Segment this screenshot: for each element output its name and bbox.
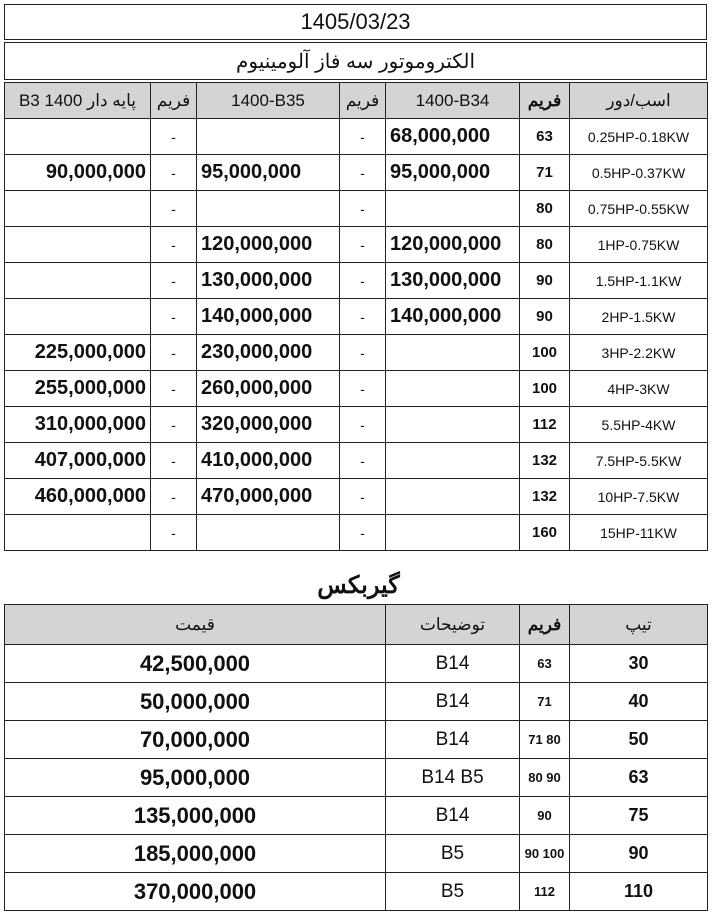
b3-frame-cell: - (151, 263, 197, 299)
gear-frame-cell: 90 (520, 797, 570, 835)
b3-frame-cell: - (151, 407, 197, 443)
b35-price-cell: 320,000,000 (197, 407, 340, 443)
b3-price-cell (5, 227, 151, 263)
power-cell: 0.75HP-0.55KW (570, 191, 708, 227)
date-text: 1405/03/23 (300, 9, 411, 34)
power-cell: 15HP-11KW (570, 515, 708, 551)
header-type: تیپ (570, 605, 708, 645)
b3-frame-cell: - (151, 371, 197, 407)
gear-price-cell: 185,000,000 (5, 835, 386, 873)
gear-desc-cell: B5 (386, 835, 520, 873)
frame-cell: 63 (520, 119, 570, 155)
power-cell: 1.5HP-1.1KW (570, 263, 708, 299)
b3-frame-cell: - (151, 227, 197, 263)
power-cell: 10HP-7.5KW (570, 479, 708, 515)
frame-cell: 90 (520, 263, 570, 299)
b35-price-cell: 230,000,000 (197, 335, 340, 371)
b34-price-cell: 120,000,000 (386, 227, 520, 263)
b35-frame-cell: - (340, 335, 386, 371)
b3-price-cell (5, 263, 151, 299)
b3-price-cell: 225,000,000 (5, 335, 151, 371)
gearbox-price-table (4, 604, 708, 911)
motor-row (5, 479, 708, 515)
b34-price-cell (386, 407, 520, 443)
gear-desc-cell: B14 B5 (386, 759, 520, 797)
gear-row (5, 759, 708, 797)
frame-cell: 132 (520, 443, 570, 479)
b3-frame-cell: - (151, 335, 197, 371)
b35-price-cell (197, 515, 340, 551)
b35-frame-cell: - (340, 227, 386, 263)
header-gear-frame: فریم (520, 605, 570, 645)
gear-header-row (5, 605, 708, 645)
b35-frame-cell: - (340, 155, 386, 191)
motor-row (5, 335, 708, 371)
frame-cell: 132 (520, 479, 570, 515)
b35-frame-cell: - (340, 263, 386, 299)
gear-desc-cell: B14 (386, 683, 520, 721)
b34-price-cell (386, 191, 520, 227)
motor-row (5, 407, 708, 443)
motor-row (5, 227, 708, 263)
motor-row (5, 515, 708, 551)
b35-frame-cell: - (340, 371, 386, 407)
b34-price-cell (386, 479, 520, 515)
b35-price-cell: 410,000,000 (197, 443, 340, 479)
b3-price-cell (5, 191, 151, 227)
motor-row (5, 443, 708, 479)
header-desc: توضیحات (386, 605, 520, 645)
header-power: اسب/دور (570, 83, 708, 119)
gear-price-cell: 95,000,000 (5, 759, 386, 797)
power-cell: 3HP-2.2KW (570, 335, 708, 371)
frame-cell: 90 (520, 299, 570, 335)
b35-price-cell: 130,000,000 (197, 263, 340, 299)
b3-price-cell (5, 299, 151, 335)
b3-price-cell: 460,000,000 (5, 479, 151, 515)
b35-price-cell: 120,000,000 (197, 227, 340, 263)
header-frame-a: فریم (151, 83, 197, 119)
b35-frame-cell: - (340, 515, 386, 551)
b3-frame-cell: - (151, 515, 197, 551)
gear-price-cell: 50,000,000 (5, 683, 386, 721)
frame-cell: 80 (520, 191, 570, 227)
gear-price-cell: 42,500,000 (5, 645, 386, 683)
b34-price-cell: 140,000,000 (386, 299, 520, 335)
gear-row (5, 873, 708, 911)
gear-frame-cell: 112 (520, 873, 570, 911)
b35-price-cell: 260,000,000 (197, 371, 340, 407)
b34-price-cell (386, 335, 520, 371)
power-cell: 7.5HP-5.5KW (570, 443, 708, 479)
gear-frame-cell: 71 (520, 683, 570, 721)
b35-price-cell: 140,000,000 (197, 299, 340, 335)
header-price: قیمت (5, 605, 386, 645)
b35-frame-cell: - (340, 299, 386, 335)
gear-type-cell: 90 (570, 835, 708, 873)
header-frame-b: فریم (340, 83, 386, 119)
b35-price-cell (197, 119, 340, 155)
gearbox-title-bar (0, 568, 717, 602)
gearbox-title: گیربکس (317, 571, 400, 599)
gear-type-cell: 75 (570, 797, 708, 835)
gear-desc-cell: B5 (386, 873, 520, 911)
b34-price-cell: 95,000,000 (386, 155, 520, 191)
header-frame: فریم (520, 83, 570, 119)
b35-price-cell: 95,000,000 (197, 155, 340, 191)
gear-type-cell: 40 (570, 683, 708, 721)
b34-price-cell: 68,000,000 (386, 119, 520, 155)
gear-type-cell: 30 (570, 645, 708, 683)
b35-price-cell: 470,000,000 (197, 479, 340, 515)
b34-price-cell (386, 443, 520, 479)
power-cell: 0.25HP-0.18KW (570, 119, 708, 155)
power-cell: 4HP-3KW (570, 371, 708, 407)
motor-row (5, 155, 708, 191)
frame-cell: 160 (520, 515, 570, 551)
gear-type-cell: 50 (570, 721, 708, 759)
gear-price-cell: 370,000,000 (5, 873, 386, 911)
motor-title-bar (4, 42, 707, 80)
motor-row (5, 191, 708, 227)
gear-frame-cell: 90 100 (520, 835, 570, 873)
b3-frame-cell: - (151, 479, 197, 515)
gear-table-body (5, 645, 708, 911)
frame-cell: 100 (520, 371, 570, 407)
motor-row (5, 299, 708, 335)
b3-price-cell: 310,000,000 (5, 407, 151, 443)
gear-price-cell: 135,000,000 (5, 797, 386, 835)
motor-row (5, 263, 708, 299)
b3-frame-cell: - (151, 443, 197, 479)
gear-type-cell: 63 (570, 759, 708, 797)
header-b3: پایه دار B3 1400 (5, 83, 151, 119)
b34-price-cell (386, 371, 520, 407)
gear-desc-cell: B14 (386, 721, 520, 759)
gear-row (5, 645, 708, 683)
power-cell: 5.5HP-4KW (570, 407, 708, 443)
motor-row (5, 371, 708, 407)
gear-frame-cell: 80 90 (520, 759, 570, 797)
power-cell: 2HP-1.5KW (570, 299, 708, 335)
frame-cell: 100 (520, 335, 570, 371)
b35-frame-cell: - (340, 479, 386, 515)
gear-desc-cell: B14 (386, 645, 520, 683)
gear-desc-cell: B14 (386, 797, 520, 835)
gear-row (5, 835, 708, 873)
power-cell: 0.5HP-0.37KW (570, 155, 708, 191)
gear-row (5, 797, 708, 835)
frame-cell: 80 (520, 227, 570, 263)
header-b34: 1400-B34 (386, 83, 520, 119)
motor-title: الکتروموتور سه فاز آلومینیوم (236, 50, 476, 73)
motor-header-row (5, 83, 708, 119)
gear-price-cell: 70,000,000 (5, 721, 386, 759)
frame-cell: 71 (520, 155, 570, 191)
gear-row (5, 721, 708, 759)
motor-row (5, 119, 708, 155)
b35-frame-cell: - (340, 443, 386, 479)
motor-table-body (5, 119, 708, 551)
power-cell: 1HP-0.75KW (570, 227, 708, 263)
b34-price-cell (386, 515, 520, 551)
header-b35: 1400-B35 (197, 83, 340, 119)
b34-price-cell: 130,000,000 (386, 263, 520, 299)
frame-cell: 112 (520, 407, 570, 443)
b3-frame-cell: - (151, 299, 197, 335)
gear-row (5, 683, 708, 721)
b3-price-cell (5, 119, 151, 155)
b3-price-cell (5, 515, 151, 551)
b3-frame-cell: - (151, 155, 197, 191)
date-header (4, 4, 707, 40)
b35-price-cell (197, 191, 340, 227)
b35-frame-cell: - (340, 407, 386, 443)
b35-frame-cell: - (340, 119, 386, 155)
b3-price-cell: 90,000,000 (5, 155, 151, 191)
b3-frame-cell: - (151, 191, 197, 227)
b3-price-cell: 407,000,000 (5, 443, 151, 479)
b3-price-cell: 255,000,000 (5, 371, 151, 407)
b35-frame-cell: - (340, 191, 386, 227)
gear-type-cell: 110 (570, 873, 708, 911)
motor-price-table (4, 82, 708, 551)
gear-frame-cell: 63 (520, 645, 570, 683)
b3-frame-cell: - (151, 119, 197, 155)
gear-frame-cell: 71 80 (520, 721, 570, 759)
